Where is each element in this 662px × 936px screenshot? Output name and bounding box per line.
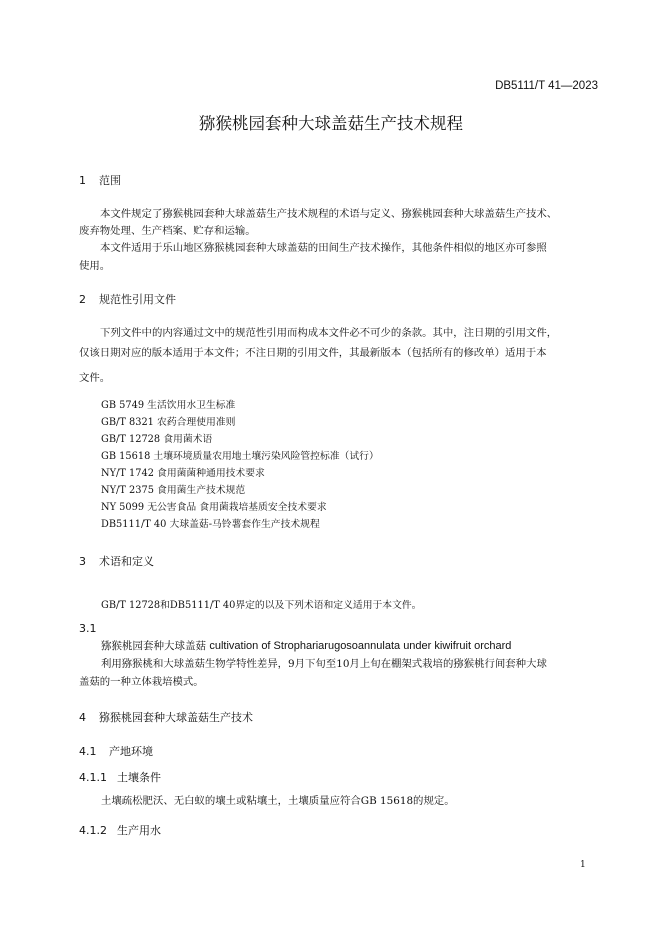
term-chinese: 猕猴桃园套种大球盖菇 bbox=[101, 640, 206, 652]
paragraph-line: 盖菇的一种立体栽培模式。 bbox=[79, 676, 204, 688]
section-title: 生产用水 bbox=[117, 824, 161, 837]
section-number: 4.1 bbox=[79, 745, 97, 758]
section-4-1-heading bbox=[79, 743, 153, 759]
reference-item: DB5111/T 40 大球盖菇-马铃薯套作生产技术规程 bbox=[101, 519, 320, 530]
paragraph-line: 下列文件中的内容通过文中的规范性引用而构成本文件必不可少的条款。其中，注日期的引用文件， bbox=[100, 327, 558, 339]
paragraph-line: 文件。 bbox=[79, 372, 111, 384]
reference-item: NY/T 2375 食用菌生产技术规范 bbox=[101, 485, 246, 496]
term-english: cultivation of Strophariarugosoannulata under kiwifruit orchard bbox=[209, 640, 512, 652]
section-title: 产地环境 bbox=[109, 745, 153, 758]
reference-item: GB 5749 生活饮用水卫生标准 bbox=[101, 400, 236, 411]
paragraph-line: 本文件规定了猕猴桃园套种大球盖菇生产技术规程的术语与定义、猕猴桃园套种大球盖菇生产技术、 bbox=[100, 208, 558, 220]
section-number: 2 bbox=[79, 293, 86, 306]
paragraph-line: 利用猕猴桃和大球盖菇生物学特性差异，9月下旬至10月上旬在棚架式栽培的猕猴桃行间套种大球 bbox=[101, 658, 547, 670]
reference-item: GB/T 8321 农药合理使用准则 bbox=[101, 417, 236, 428]
section-4-1-2-heading bbox=[79, 822, 161, 838]
page-title: 猕猴桃园套种大球盖菇生产技术规程 bbox=[199, 114, 463, 133]
section-title: 范围 bbox=[99, 174, 121, 187]
section-number: 4.1.1 bbox=[79, 771, 107, 784]
section-title: 规范性引用文件 bbox=[99, 293, 176, 306]
paragraph-line: 废弃物处理、生产档案、贮存和运输。 bbox=[79, 225, 256, 237]
section-title: 土壤条件 bbox=[117, 771, 161, 784]
section-title: 术语和定义 bbox=[99, 555, 154, 568]
reference-item: GB/T 12728 食用菌术语 bbox=[101, 434, 213, 445]
paragraph-line: 使用。 bbox=[79, 260, 111, 272]
section-number: 3 bbox=[79, 555, 86, 568]
section-3-heading bbox=[79, 553, 154, 569]
section-1-heading bbox=[79, 172, 121, 188]
term-definition bbox=[101, 638, 511, 653]
section-2-heading bbox=[79, 291, 176, 307]
page-number: 1 bbox=[580, 860, 586, 870]
paragraph-line: 土壤疏松肥沃、无白蚁的壤土或粘壤土，土壤质量应符合GB 15618的规定。 bbox=[101, 795, 455, 807]
section-4-1-1-heading bbox=[79, 769, 161, 785]
paragraph-line: GB/T 12728和DB5111/T 40界定的以及下列术语和定义适用于本文件。 bbox=[101, 600, 422, 611]
paragraph-line: 仅该日期对应的版本适用于本文件；不注日期的引用文件，其最新版本（包括所有的修改单）适用于本 bbox=[79, 347, 547, 359]
section-number: 4 bbox=[79, 711, 86, 724]
reference-item: GB 15618 土壤环境质量农用地土壤污染风险管控标准（试行） bbox=[101, 451, 379, 462]
section-number: 1 bbox=[79, 174, 86, 187]
reference-item: NY 5099 无公害食品 食用菌栽培基质安全技术要求 bbox=[101, 502, 327, 513]
doc-code: DB5111/T 41—2023 bbox=[495, 80, 598, 92]
clause-3-1-number: 3.1 bbox=[79, 622, 97, 635]
section-title: 猕猴桃园套种大球盖菇生产技术 bbox=[99, 711, 253, 724]
section-4-heading bbox=[79, 709, 253, 725]
paragraph-line: 本文件适用于乐山地区猕猴桃园套种大球盖菇的田间生产技术操作，其他条件相似的地区亦可参照 bbox=[100, 242, 547, 254]
section-number: 4.1.2 bbox=[79, 824, 107, 837]
reference-item: NY/T 1742 食用菌菌种通用技术要求 bbox=[101, 468, 265, 479]
